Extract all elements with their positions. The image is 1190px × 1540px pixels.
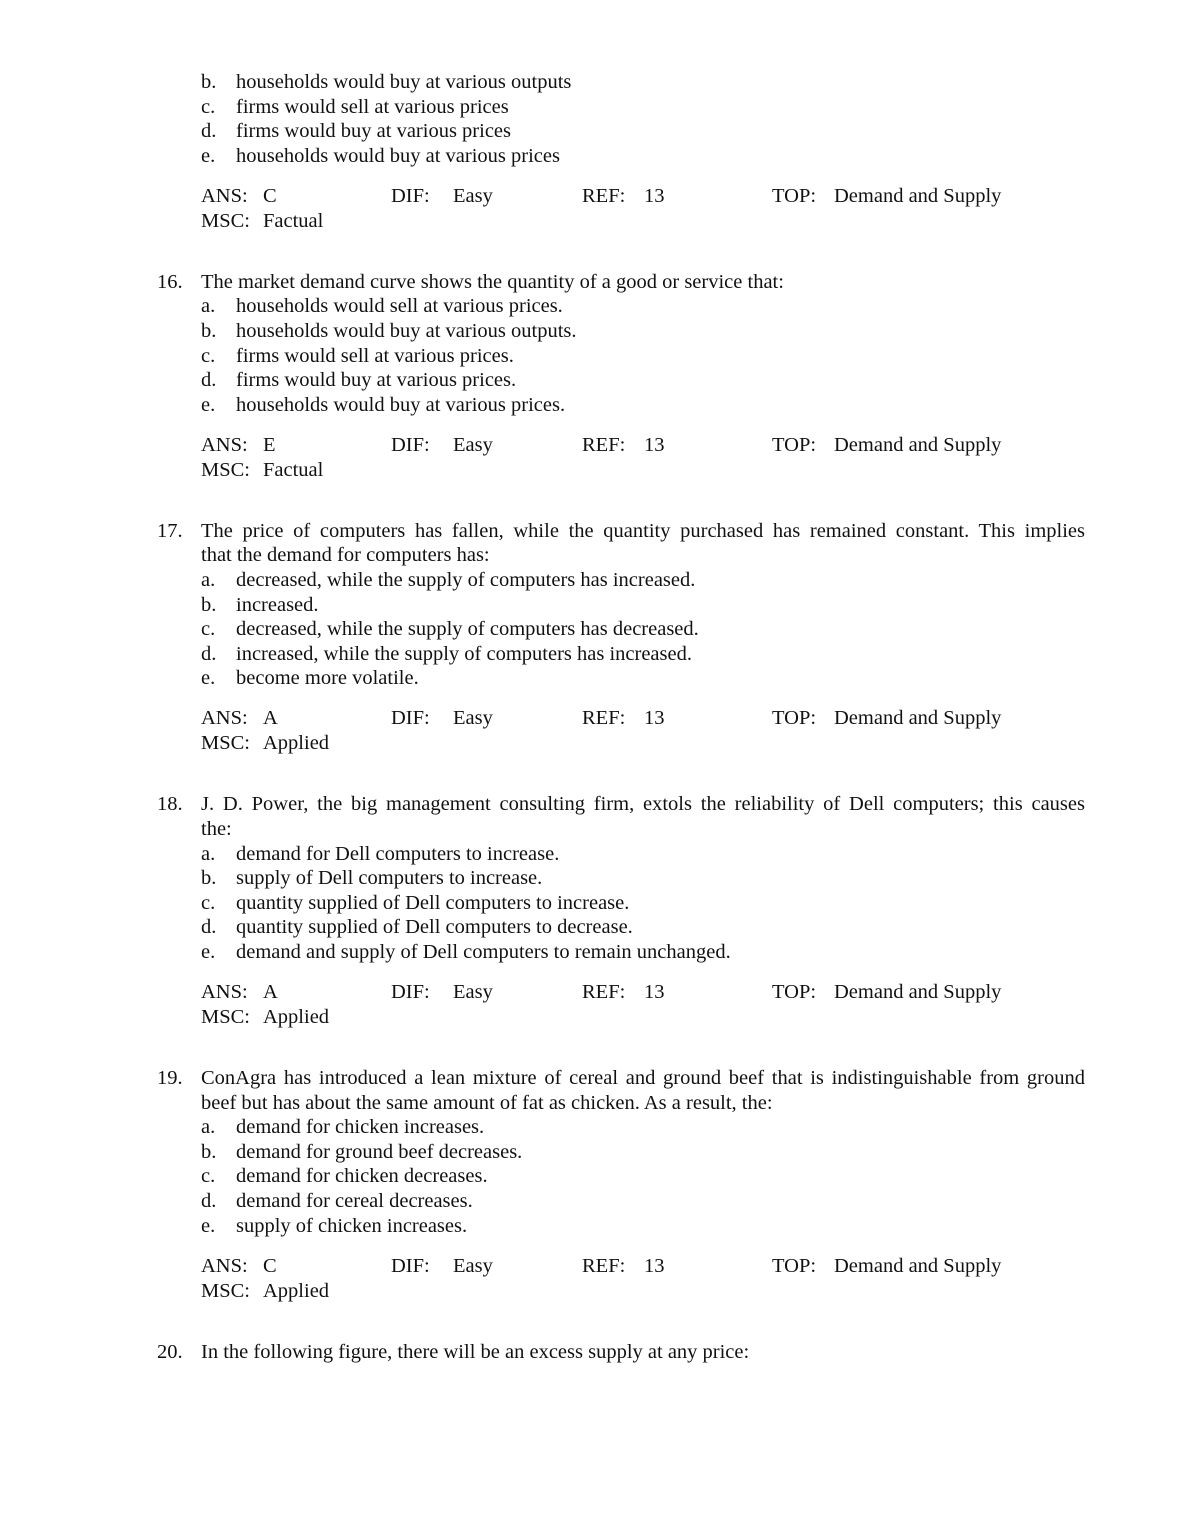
question-stem-line: that the demand for computers has:	[201, 544, 490, 567]
option-letter: b.	[201, 867, 217, 890]
option-letter: d.	[201, 642, 217, 665]
topic-value: Demand and Supply	[834, 981, 1002, 1003]
answer-value: E	[263, 433, 276, 456]
difficulty-value: Easy	[453, 707, 493, 730]
question-number: 17.	[157, 519, 183, 542]
option-letter: d.	[201, 1190, 217, 1212]
answer-label: ANS:	[201, 1254, 248, 1277]
question-number: 18.	[157, 793, 183, 816]
answer-value: C	[263, 1254, 277, 1277]
question-stem-line: J. D. Power, the big management consulting firm, extols the reliability of Dell computers; this causes	[201, 793, 1085, 816]
difficulty-value: Easy	[453, 433, 493, 456]
difficulty-label: DIF:	[391, 184, 430, 207]
option-text: demand for chicken decreases.	[236, 1165, 488, 1188]
misc-label: MSC:	[201, 1006, 250, 1028]
misc-value: Applied	[263, 732, 330, 755]
option-text: increased, while the supply of computers has increased.	[236, 642, 692, 665]
option-text: supply of Dell computers to increase.	[236, 867, 543, 890]
option-letter: b.	[201, 320, 217, 342]
answer-value: A	[263, 707, 278, 730]
topic-value: Demand and Supply	[834, 433, 1002, 456]
misc-label: MSC:	[201, 732, 250, 755]
reference-label: REF:	[582, 433, 626, 456]
topic-label: TOP:	[772, 707, 817, 730]
question-number: 16.	[157, 270, 183, 293]
reference-value: 13	[644, 433, 665, 456]
option-letter: e.	[201, 667, 216, 690]
option-text: firms would buy at various prices	[236, 120, 511, 143]
reference-label: REF:	[582, 707, 626, 730]
option-text: households would buy at various prices	[236, 144, 560, 167]
option-text: demand for cereal decreases.	[236, 1190, 473, 1212]
option-text: become more volatile.	[236, 667, 419, 690]
reference-label: REF:	[582, 184, 626, 207]
question-stem-line: The price of computers has fallen, while the quantity purchased has remained constant. This implies	[201, 519, 1085, 542]
answer-value: A	[263, 981, 278, 1003]
option-letter: e.	[201, 144, 216, 167]
option-letter: a.	[201, 569, 216, 591]
option-letter: d.	[201, 369, 217, 392]
option-letter: a.	[201, 295, 216, 318]
difficulty-label: DIF:	[391, 1254, 430, 1277]
misc-value: Applied	[263, 1006, 330, 1028]
topic-label: TOP:	[772, 1254, 817, 1277]
option-letter: b.	[201, 1140, 217, 1163]
option-letter: b.	[201, 71, 217, 93]
topic-label: TOP:	[772, 981, 817, 1003]
question-number: 19.	[157, 1067, 183, 1089]
option-letter: c.	[201, 344, 216, 367]
option-text: firms would buy at various prices.	[236, 369, 517, 392]
option-text: decreased, while the supply of computers has decreased.	[236, 618, 699, 641]
option-text: households would buy at various outputs.	[236, 320, 577, 342]
option-text: quantity supplied of Dell computers to decrease.	[236, 916, 633, 939]
misc-label: MSC:	[201, 458, 250, 481]
question-stem-line: The market demand curve shows the quantity of a good or service that:	[201, 270, 784, 293]
topic-value: Demand and Supply	[834, 1254, 1002, 1277]
topic-label: TOP:	[772, 433, 817, 456]
misc-label: MSC:	[201, 1279, 250, 1302]
topic-label: TOP:	[772, 184, 817, 207]
difficulty-label: DIF:	[391, 981, 430, 1003]
question-stem-line: ConAgra has introduced a lean mixture of cereal and ground beef that is indistinguishable from ground	[201, 1067, 1085, 1089]
question-stem-line: In the following figure, there will be an excess supply at any price:	[201, 1340, 750, 1363]
option-text: increased.	[236, 593, 319, 616]
difficulty-label: DIF:	[391, 433, 430, 456]
option-text: demand and supply of Dell computers to remain unchanged.	[236, 941, 731, 963]
option-letter: e.	[201, 393, 216, 416]
option-letter: c.	[201, 1165, 216, 1188]
answer-label: ANS:	[201, 981, 248, 1003]
option-letter: e.	[201, 1214, 216, 1237]
option-letter: c.	[201, 891, 216, 914]
misc-value: Factual	[263, 458, 324, 481]
option-letter: b.	[201, 593, 217, 616]
option-letter: c.	[201, 618, 216, 641]
option-text: firms would sell at various prices	[236, 95, 509, 118]
difficulty-label: DIF:	[391, 707, 430, 730]
reference-value: 13	[644, 981, 665, 1003]
option-text: demand for chicken increases.	[236, 1116, 485, 1139]
option-text: supply of chicken increases.	[236, 1214, 468, 1237]
misc-value: Factual	[263, 209, 324, 232]
topic-value: Demand and Supply	[834, 184, 1002, 207]
difficulty-value: Easy	[453, 981, 493, 1003]
question-stem-line: the:	[201, 818, 232, 840]
reference-label: REF:	[582, 1254, 626, 1277]
option-text: quantity supplied of Dell computers to increase.	[236, 891, 630, 914]
option-text: households would sell at various prices.	[236, 295, 563, 318]
option-text: decreased, while the supply of computers has increased.	[236, 569, 696, 591]
reference-label: REF:	[582, 981, 626, 1003]
difficulty-value: Easy	[453, 184, 493, 207]
misc-value: Applied	[263, 1279, 330, 1302]
difficulty-value: Easy	[453, 1254, 493, 1277]
option-text: firms would sell at various prices.	[236, 344, 514, 367]
option-letter: d.	[201, 916, 217, 939]
reference-value: 13	[644, 1254, 665, 1277]
option-letter: d.	[201, 120, 217, 143]
option-letter: a.	[201, 842, 216, 865]
option-text: demand for ground beef decreases.	[236, 1140, 523, 1163]
option-letter: a.	[201, 1116, 216, 1139]
topic-value: Demand and Supply	[834, 707, 1002, 730]
reference-value: 13	[644, 707, 665, 730]
question-number: 20.	[157, 1340, 183, 1363]
answer-label: ANS:	[201, 433, 248, 456]
question-stem-line: beef but has about the same amount of fat as chicken. As a result, the:	[201, 1091, 773, 1114]
option-text: demand for Dell computers to increase.	[236, 842, 560, 865]
option-text: households would buy at various prices.	[236, 393, 566, 416]
option-letter: c.	[201, 95, 216, 118]
misc-label: MSC:	[201, 209, 250, 232]
option-text: households would buy at various outputs	[236, 71, 572, 93]
option-letter: e.	[201, 941, 216, 963]
answer-value: C	[263, 184, 277, 207]
reference-value: 13	[644, 184, 665, 207]
answer-label: ANS:	[201, 707, 248, 730]
answer-label: ANS:	[201, 184, 248, 207]
